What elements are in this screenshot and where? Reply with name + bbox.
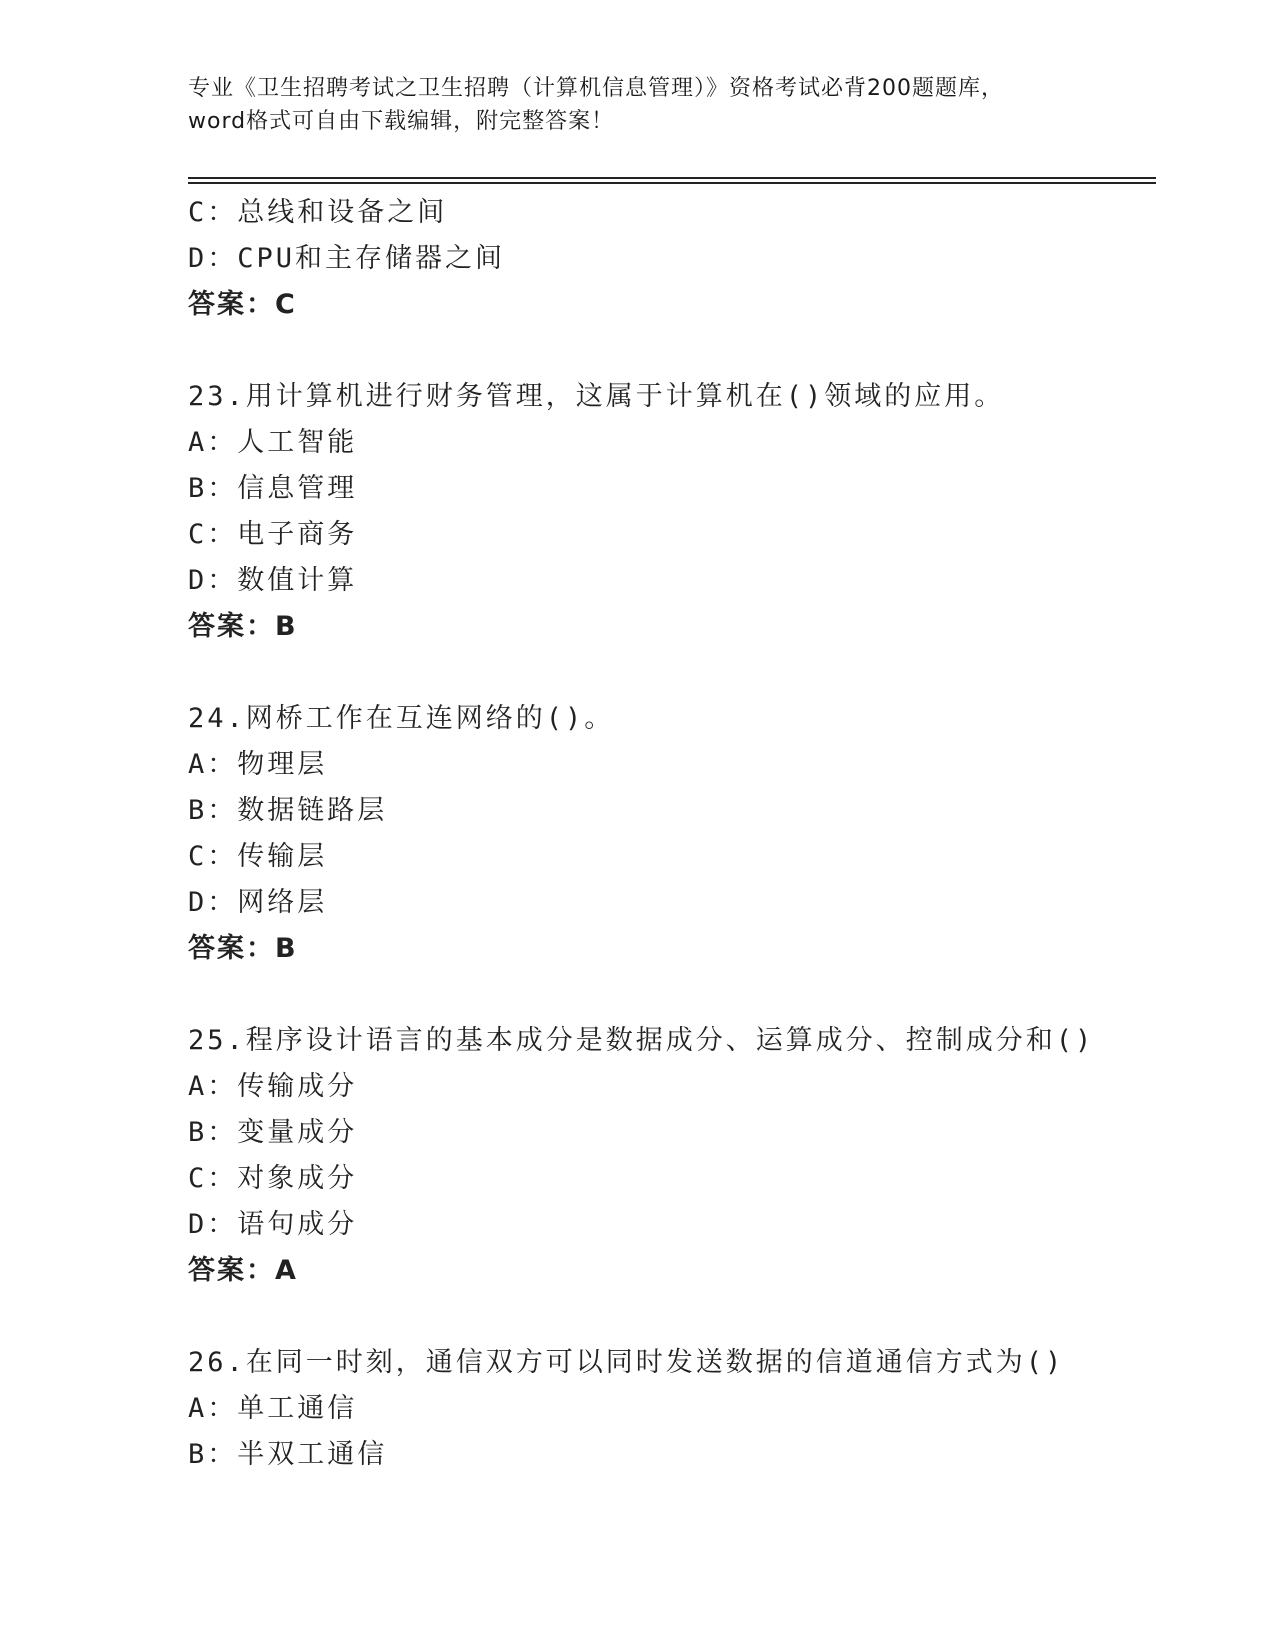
question-26 xyxy=(188,1340,1148,1478)
question-25 xyxy=(188,1018,1148,1294)
spacer xyxy=(188,1294,1148,1340)
option-c: C：电子商务 xyxy=(188,519,358,550)
question-24 xyxy=(188,696,1148,972)
option-a: A：单工通信 xyxy=(188,1393,358,1424)
option-b: B：信息管理 xyxy=(188,473,358,504)
question-text: 24.网桥工作在互连网络的()。 xyxy=(188,703,615,734)
option-c: C：总线和设备之间 xyxy=(188,197,448,228)
spacer xyxy=(188,328,1148,374)
header-divider-top xyxy=(188,177,1156,179)
spacer xyxy=(188,650,1148,696)
answer: 答案：A xyxy=(188,1255,298,1286)
option-d: D：CPU和主存储器之间 xyxy=(188,243,506,274)
spacer xyxy=(188,972,1148,1018)
option-b: B：数据链路层 xyxy=(188,795,388,826)
option-a: A：人工智能 xyxy=(188,427,358,458)
option-c: C：对象成分 xyxy=(188,1163,358,1194)
header-divider-bottom xyxy=(188,182,1156,184)
header-title-line-2: word格式可自由下载编辑，附完整答案！ xyxy=(188,109,615,134)
option-b: B：半双工通信 xyxy=(188,1439,388,1470)
question-list xyxy=(188,190,1148,1478)
question-text: 26.在同一时刻，通信双方可以同时发送数据的信道通信方式为() xyxy=(188,1347,1065,1378)
header-title-line-1: 专业《卫生招聘考试之卫生招聘（计算机信息管理）》资格考试必背200题题库， xyxy=(188,76,1004,101)
question-text: 23.用计算机进行财务管理，这属于计算机在()领域的应用。 xyxy=(188,381,1005,412)
document-header xyxy=(188,72,1108,138)
question-23 xyxy=(188,374,1148,650)
option-d: D：数值计算 xyxy=(188,565,358,596)
option-d: D：语句成分 xyxy=(188,1209,358,1240)
option-a: A：物理层 xyxy=(188,749,328,780)
answer: 答案：B xyxy=(188,933,298,964)
answer: 答案：B xyxy=(188,611,298,642)
option-c: C：传输层 xyxy=(188,841,328,872)
answer: 答案：C xyxy=(188,289,297,320)
question-text: 25.程序设计语言的基本成分是数据成分、运算成分、控制成分和() xyxy=(188,1025,1095,1056)
option-a: A：传输成分 xyxy=(188,1071,358,1102)
option-b: B：变量成分 xyxy=(188,1117,358,1148)
question-22-tail xyxy=(188,190,1148,328)
option-d: D：网络层 xyxy=(188,887,328,918)
